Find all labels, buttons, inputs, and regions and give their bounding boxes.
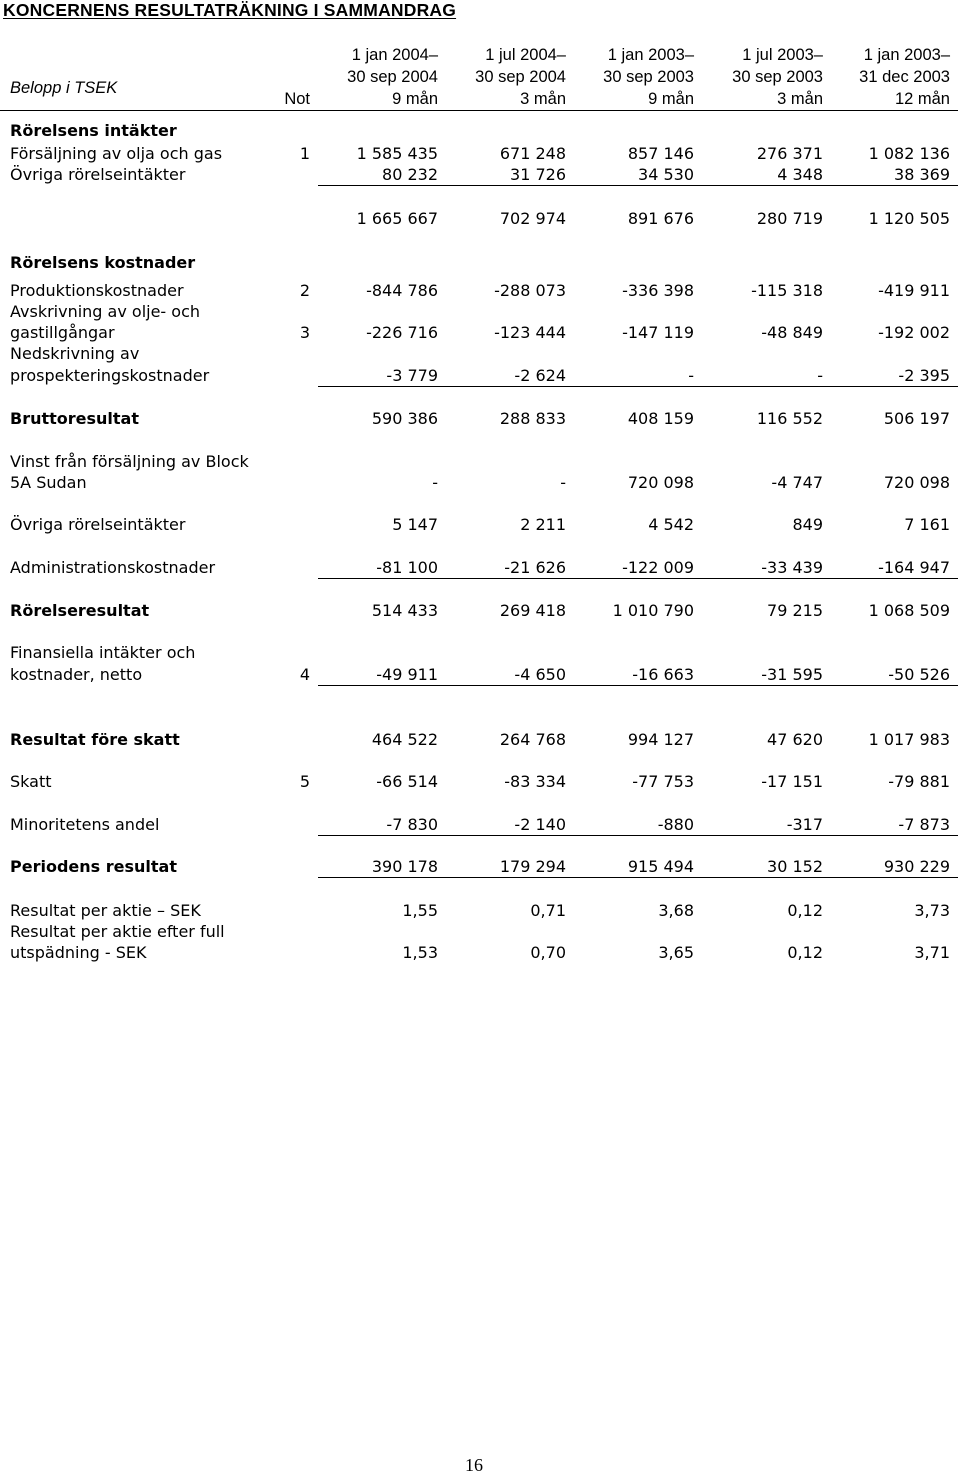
cell: 0,70 <box>530 943 566 962</box>
table-row-label-line <box>0 642 960 663</box>
subtotal-underline <box>318 185 958 186</box>
table-row-label-line <box>0 343 960 364</box>
table-row <box>0 143 960 164</box>
row-label: Rörelseresultat <box>10 601 150 620</box>
table-row-total <box>0 856 960 877</box>
cell: -419 911 <box>878 281 950 300</box>
cell: -123 444 <box>494 323 566 342</box>
cell: -33 439 <box>761 558 823 577</box>
row-label: Försäljning av olja och gas <box>10 144 223 163</box>
cell: -48 849 <box>761 323 823 342</box>
cell: -122 009 <box>622 558 694 577</box>
cell: 857 146 <box>627 144 694 163</box>
row-label: kostnader, netto <box>10 665 143 684</box>
row-label: Nedskrivning av <box>10 344 140 363</box>
cell: -336 398 <box>622 281 694 300</box>
col-4-months: 3 mån <box>777 90 823 108</box>
cell: -2 624 <box>514 366 566 385</box>
row-label: prospekteringskostnader <box>10 366 210 385</box>
row-label: 5A Sudan <box>10 473 87 492</box>
amount-unit-label: Belopp i TSEK <box>10 79 118 97</box>
cell: 34 530 <box>638 165 694 184</box>
cell: 1 665 667 <box>356 209 438 228</box>
cell: 3,65 <box>658 943 694 962</box>
cell: 3,68 <box>658 901 694 920</box>
cell: 1,55 <box>402 901 438 920</box>
cell: -2 395 <box>898 366 950 385</box>
header-row-3 <box>0 89 960 110</box>
cell: -164 947 <box>878 558 950 577</box>
row-label: Avskrivning av olje- och <box>10 302 201 321</box>
cell: -31 595 <box>761 665 823 684</box>
subtotal-underline <box>318 386 958 387</box>
row-label: Resultat före skatt <box>10 730 180 749</box>
row-note: 3 <box>299 323 310 342</box>
total-underline <box>318 877 958 878</box>
cell: -21 626 <box>504 558 566 577</box>
section-heading-revenue <box>0 120 960 141</box>
cell: -81 100 <box>376 558 438 577</box>
subtotal-underline <box>318 578 958 579</box>
row-label: Periodens resultat <box>10 857 177 876</box>
cell: 1 010 790 <box>612 601 694 620</box>
cell: 79 215 <box>767 601 823 620</box>
table-row <box>0 365 960 386</box>
row-note: 1 <box>299 144 310 163</box>
cell: -2 140 <box>514 815 566 834</box>
cell: -7 873 <box>898 815 950 834</box>
header-row-2 <box>0 67 960 97</box>
cell: 179 294 <box>499 857 566 876</box>
cell: 849 <box>792 515 823 534</box>
table-row <box>0 942 960 963</box>
cell: -317 <box>786 815 823 834</box>
row-label: Administrationskostnader <box>10 558 216 577</box>
cell: - <box>817 366 823 385</box>
cell: 3,71 <box>914 943 950 962</box>
cell: -66 514 <box>376 772 438 791</box>
table-row <box>0 514 960 535</box>
col-4-end: 30 sep 2003 <box>732 68 823 86</box>
row-label: Skatt <box>10 772 52 791</box>
cell: - <box>688 366 694 385</box>
cell: -4 650 <box>514 665 566 684</box>
cell: -50 526 <box>888 665 950 684</box>
cell: -844 786 <box>366 281 438 300</box>
cell: - <box>560 473 566 492</box>
table-row <box>0 900 960 921</box>
col-4-period: 1 jul 2003– <box>742 46 823 64</box>
cell: 506 197 <box>883 409 950 428</box>
cell: 671 248 <box>499 144 566 163</box>
subtotal-underline <box>318 685 958 686</box>
table-row-subtotal <box>0 208 960 229</box>
cell: 30 152 <box>767 857 823 876</box>
cell: 390 178 <box>371 857 438 876</box>
cell: - <box>432 473 438 492</box>
table-row <box>0 322 960 343</box>
cell: 0,12 <box>787 901 823 920</box>
cell: -880 <box>657 815 694 834</box>
cell: 269 418 <box>499 601 566 620</box>
row-label: Bruttoresultat <box>10 409 139 428</box>
cell: 7 161 <box>904 515 950 534</box>
cell: 720 098 <box>883 473 950 492</box>
table-row <box>0 814 960 835</box>
row-label: Minoritetens andel <box>10 815 160 834</box>
cell: 0,71 <box>530 901 566 920</box>
row-label: Finansiella intäkter och <box>10 643 196 662</box>
cell: 264 768 <box>499 730 566 749</box>
cell: 47 620 <box>767 730 823 749</box>
heading-text: Rörelsens kostnader <box>10 253 196 272</box>
col-1-end: 30 sep 2004 <box>347 68 438 86</box>
col-1-period: 1 jan 2004– <box>351 46 438 64</box>
cell: 464 522 <box>371 730 438 749</box>
col-2-period: 1 jul 2004– <box>485 46 566 64</box>
table-row <box>0 472 960 493</box>
cell: 4 348 <box>777 165 823 184</box>
cell: 3,73 <box>914 901 950 920</box>
row-label: Resultat per aktie – SEK <box>10 901 201 920</box>
col-3-end: 30 sep 2003 <box>603 68 694 86</box>
row-label: Övriga rörelseintäkter <box>10 165 186 184</box>
col-2-end: 30 sep 2004 <box>475 68 566 86</box>
col-5-end: 31 dec 2003 <box>859 68 950 86</box>
cell: 0,12 <box>787 943 823 962</box>
cell: -3 779 <box>386 366 438 385</box>
row-note: 5 <box>299 772 310 791</box>
cell: 1,53 <box>402 943 438 962</box>
col-1-months: 9 mån <box>392 90 438 108</box>
report-title: KONCERNENS RESULTATRÄKNING I SAMMANDRAG <box>3 0 457 20</box>
row-label: Resultat per aktie efter full <box>10 922 225 941</box>
cell: 80 232 <box>382 165 438 184</box>
table-row-total <box>0 600 960 621</box>
cell: -49 911 <box>376 665 438 684</box>
row-note: 2 <box>299 281 310 300</box>
row-label: gastillgångar <box>10 323 115 342</box>
col-3-months: 9 mån <box>648 90 694 108</box>
row-label: Vinst från försäljning av Block <box>10 452 249 471</box>
row-label: utspädning - SEK <box>10 943 147 962</box>
cell: -4 747 <box>771 473 823 492</box>
cell: 915 494 <box>627 857 694 876</box>
cell: 4 542 <box>648 515 694 534</box>
table-row <box>0 557 960 578</box>
table-row-label-line <box>0 301 960 322</box>
cell: 514 433 <box>371 601 438 620</box>
cell: 5 147 <box>392 515 438 534</box>
cell: 31 726 <box>510 165 566 184</box>
cell: 1 068 509 <box>868 601 950 620</box>
cell: -77 753 <box>632 772 694 791</box>
cell: -17 151 <box>761 772 823 791</box>
cell: -192 002 <box>878 323 950 342</box>
cell: 280 719 <box>756 209 823 228</box>
cell: 116 552 <box>756 409 823 428</box>
table-row-total <box>0 408 960 429</box>
cell: 590 386 <box>371 409 438 428</box>
table-row <box>0 280 960 301</box>
col-5-months: 12 mån <box>894 90 950 108</box>
cell: 408 159 <box>627 409 694 428</box>
cell: -147 119 <box>622 323 694 342</box>
heading-text: Rörelsens intäkter <box>10 121 177 140</box>
header-row-1 <box>0 45 960 66</box>
cell: -79 881 <box>888 772 950 791</box>
subtotal-underline <box>318 835 958 836</box>
row-label: Produktionskostnader <box>10 281 184 300</box>
row-note: 4 <box>299 665 310 684</box>
cell: 930 229 <box>883 857 950 876</box>
col-3-period: 1 jan 2003– <box>607 46 694 64</box>
cell: 276 371 <box>756 144 823 163</box>
col-5-period: 1 jan 2003– <box>863 46 950 64</box>
table-row-total <box>0 729 960 750</box>
cell: -288 073 <box>494 281 566 300</box>
cell: 1 017 983 <box>868 730 950 749</box>
cell: -16 663 <box>632 665 694 684</box>
cell: 702 974 <box>499 209 566 228</box>
cell: 1 120 505 <box>868 209 950 228</box>
cell: 1 082 136 <box>868 144 950 163</box>
table-row <box>0 771 960 792</box>
cell: 38 369 <box>894 165 950 184</box>
cell: -83 334 <box>504 772 566 791</box>
col-2-months: 3 mån <box>520 90 566 108</box>
page-number: 16 <box>465 1455 483 1475</box>
cell: -115 318 <box>751 281 823 300</box>
header-divider <box>0 110 958 111</box>
table-row-label-line <box>0 451 960 472</box>
cell: 2 211 <box>520 515 566 534</box>
cell: 720 098 <box>627 473 694 492</box>
row-label: Övriga rörelseintäkter <box>10 515 186 534</box>
table-row <box>0 664 960 685</box>
section-heading-costs <box>0 252 960 273</box>
cell: 288 833 <box>499 409 566 428</box>
cell: -226 716 <box>366 323 438 342</box>
table-row <box>0 164 960 185</box>
cell: 1 585 435 <box>356 144 438 163</box>
cell: 994 127 <box>627 730 694 749</box>
cell: -7 830 <box>386 815 438 834</box>
cell: 891 676 <box>627 209 694 228</box>
table-row-label-line <box>0 921 960 942</box>
note-column-header: Not <box>284 90 310 108</box>
